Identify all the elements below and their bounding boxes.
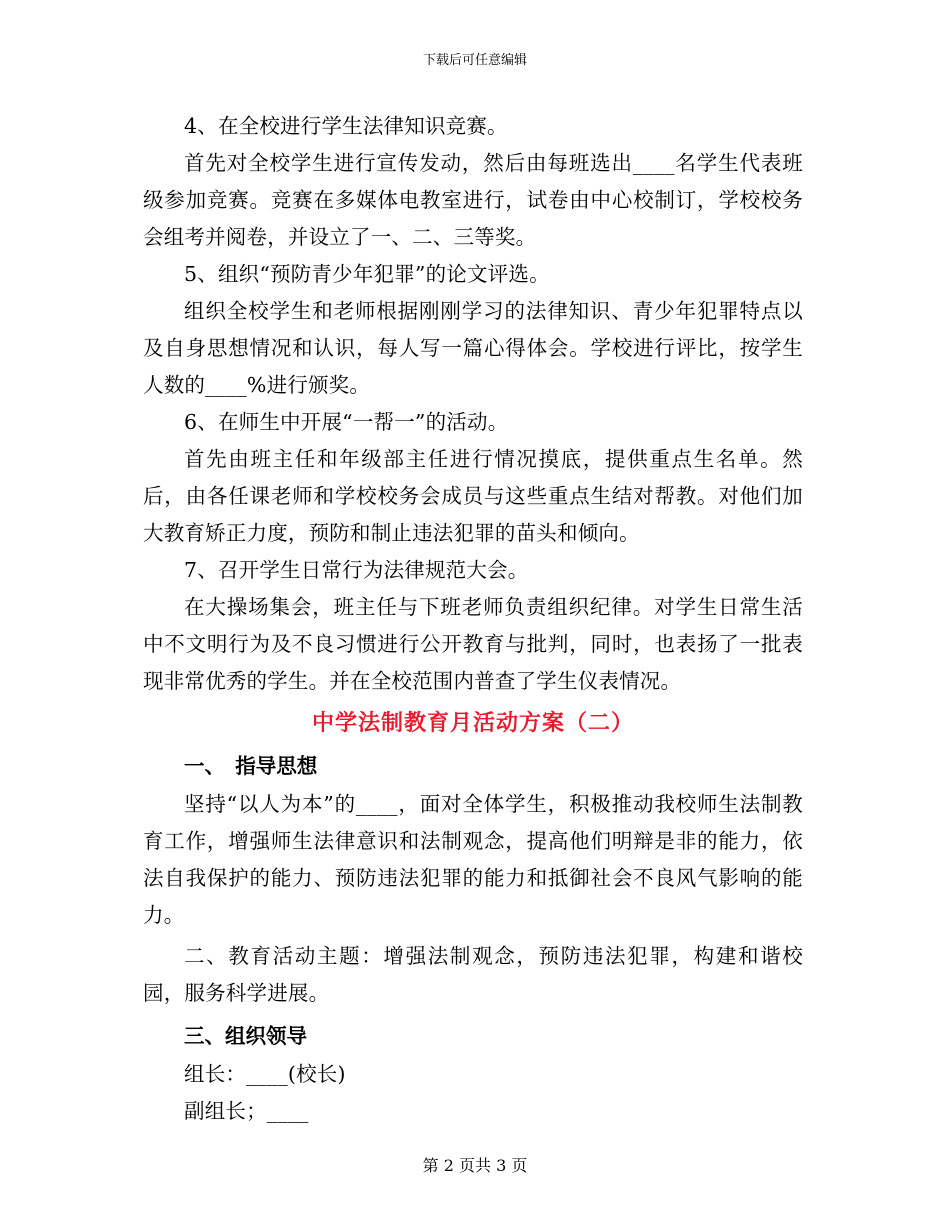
section3-leader: 组长：____(校长) bbox=[184, 1062, 346, 1086]
section-title: 中学法制教育月活动方案（二） bbox=[311, 710, 634, 736]
item-paragraph-7: 在大操场集会，班主任与下班老师负责组织纪律。对学生日常生活中不文明行为及不良习惯进行公开教育与批判，同时，也表扬了一批表现非常优秀的学生。并在全校范围内普查了学生仪表情况。 bbox=[143, 595, 803, 693]
page-header: 下载后可任意编辑 bbox=[422, 53, 527, 68]
item-heading-4: 4、在全校进行学生法律知识竞赛。 bbox=[184, 114, 508, 138]
document-body bbox=[143, 108, 803, 1130]
section1-heading: 一、 指导思想 bbox=[184, 754, 318, 778]
section3-heading: 三、组织领导 bbox=[184, 1024, 307, 1048]
item-paragraph-4: 首先对全校学生进行宣传发动，然后由每班选出____名学生代表班级参加竞赛。竞赛在多媒体电教室进行，试卷由中心校制订，学校校务会组考并阅卷，并设立了一、二、三等奖。 bbox=[143, 151, 803, 249]
page-footer: 第 2 页共 3 页 bbox=[422, 1156, 528, 1175]
item-heading-7: 7、召开学生日常行为法律规范大会。 bbox=[184, 558, 529, 582]
item-heading-6: 6、在师生中开展“一帮一”的活动。 bbox=[184, 410, 509, 434]
item-paragraph-6: 首先由班主任和年级部主任进行情况摸底，提供重点生名单。然后，由各任课老师和学校校务会成员与这些重点生结对帮教。对他们加大教育矫正力度，预防和制止违法犯罪的苗头和倾向。 bbox=[143, 447, 803, 545]
section1-body: 坚持“以人为本”的____，面对全体学生，积极推动我校师生法制教育工作，增强师生法律意识和法制观念，提高他们明辩是非的能力，依法自我保护的能力、预防违法犯罪的能力和抵御社会不良风气影响的能力。 bbox=[143, 792, 803, 927]
item-heading-5: 5、组织“预防青少年犯罪”的论文评选。 bbox=[184, 262, 550, 286]
section2-text: 二、教育活动主题：增强法制观念，预防违法犯罪，构建和谐校园，服务科学进展。 bbox=[143, 944, 803, 1005]
section3-deputy: 副组长；____ bbox=[184, 1099, 309, 1123]
item-paragraph-5: 组织全校学生和老师根据刚刚学习的法律知识、青少年犯罪特点以及自身思想情况和认识，每人写一篇心得体会。学校进行评比，按学生人数的____%进行颁奖。 bbox=[143, 299, 803, 397]
